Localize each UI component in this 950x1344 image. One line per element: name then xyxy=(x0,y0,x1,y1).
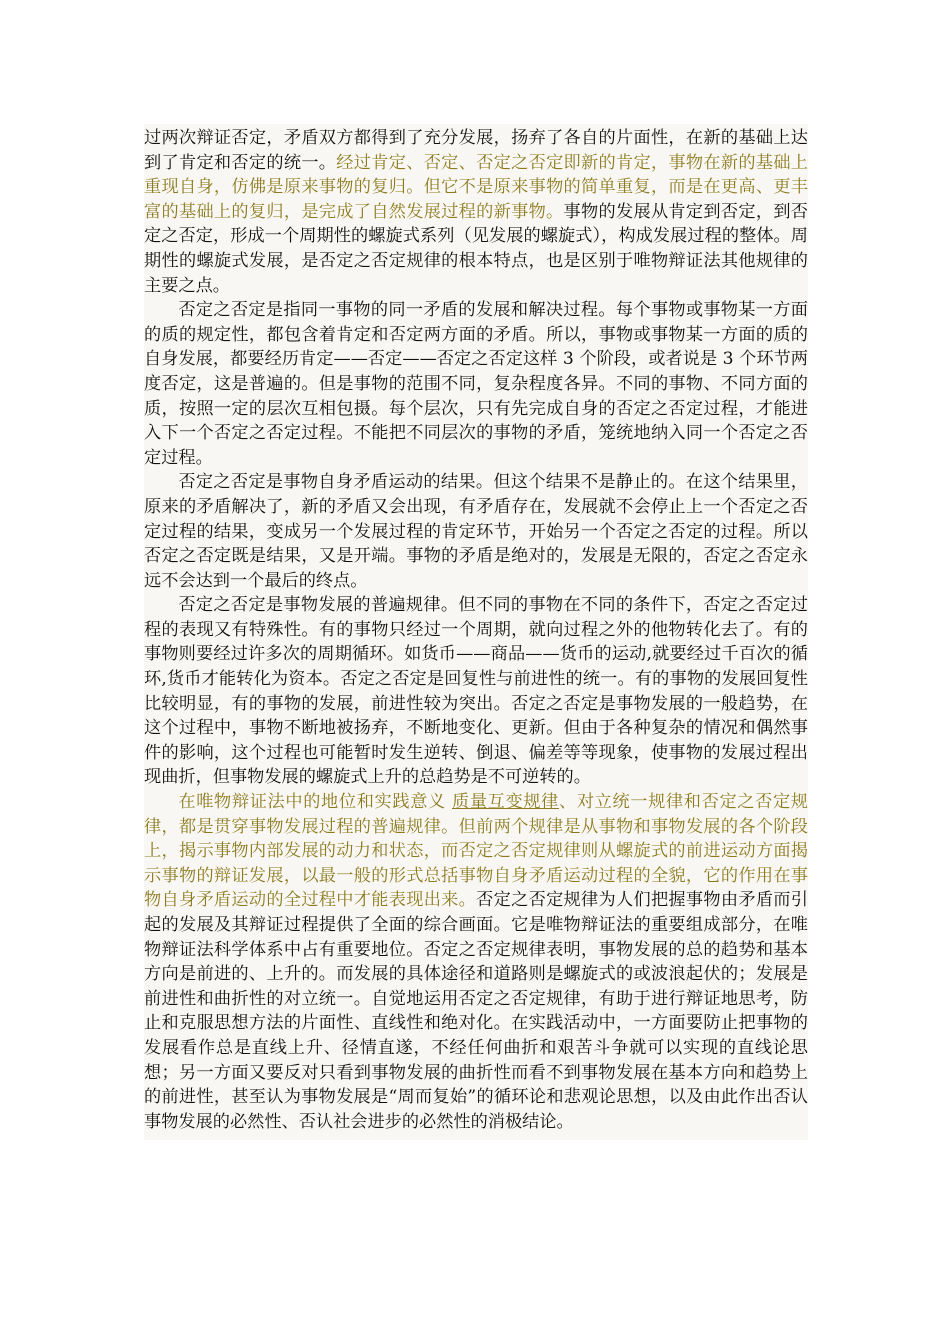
paragraph-1-text-a: 过两次辩证否定，矛盾双方都得到了充分发展，扬弃了各自的片面性，在新的基础上达到了肯定和否定的统一。 xyxy=(144,128,808,173)
paragraph-5-text-c: 否定之否定规律为人们把握事物由矛盾而引起的发展及其辩证过程提供了全面的综合画面。它是唯物辩证法的重要组成部分，在唯物辩证法科学体系中占有重要地位。否定之否定规律表明，事物发展的总的趋势和基本方向是前进的、上升的。而发展的具体途径和道路则是螺旋式的或波浪起伏的；发展是前进性和曲折性的对立统一。自觉地运用否定之否定规律，有助于进行辩证地思考，防止和克服思想方法的片面性、直线性和绝对化。在实践活动中，一方面要防止把事物的发展看作总是直线上升、径情直遂，不经任何曲折和艰苦斗争就可以实现的直线论思想；另一方面又要反对只看到事物发展的曲折性而看不到事物发展在基本方向和趋势上的前进性，甚至认为事物发展是“周而复始”的循环论和悲观论思想，以及由此作出否认事物发展的必然性、否认社会进步的必然性的消极结论。 xyxy=(144,890,808,1132)
quality-quantity-law-link[interactable]: 质量互变规律 xyxy=(451,792,559,813)
paragraph-5 xyxy=(144,790,808,1134)
paragraph-4: 否定之否定是事物发展的普遍规律。但不同的事物在不同的条件下，否定之否定过程的表现又有特殊性。有的事物只经过一个周期，就向过程之外的他物转化去了。有的事物则要经过许多次的周期循环。如货币——商品——货币的运动,就要经过千百次的循环,货币才能转化为资本。否定之否定是回复性与前进性的统一。有的事物的发展回复性比较明显，有的事物的发展，前进性较为突出。否定之否定是事物发展的一般趋势，在这个过程中，事物不断地被扬弃，不断地变化、更新。但由于各种复杂的情况和偶然事件的影响，这个过程也可能暂时发生逆转、倒退、偏差等等现象，使事物的发展过程出现曲折，但事物发展的螺旋式上升的总趋势是不可逆转的。 xyxy=(144,595,808,788)
paragraph-3: 否定之否定是事物自身矛盾运动的结果。但这个结果不是静止的。在这个结果里，原来的矛盾解决了，新的矛盾又会出现，有矛盾存在，发展就不会停止上一个否定之否定过程的结果，变成另一个发展过程的肯定环节，开始另一个否定之否定的过程。所以否定之否定既是结果，又是开端。事物的矛盾是绝对的，发展是无限的，否定之否定永远不会达到一个最后的终点。 xyxy=(144,472,808,591)
paragraph-1-highlight: 经过肯定、否定、否定之否定即新的肯定，事物在新的基础上重现自身，仿佛是原来事物的复归。但它不是原来事物的简单重复，而是在更高、更丰富的基础上的复归，是完成了自然发展过程的新事物。 xyxy=(144,152,808,222)
paragraph-2: 否定之否定是指同一事物的同一矛盾的发展和解决过程。每个事物或事物某一方面的质的规定性，都包含着肯定和否定两方面的矛盾。所以，事物或事物某一方面的质的自身发展，都要经历肯定——否定——否定之否定这样 3 个阶段，或者说是 3 个环节两度否定，这是普遍的。但是事物的范围不同，复杂程度各异。不同的事物、不同方面的质，按照一定的层次互相包摄。每个层次，只有先完成自身的否定之否定过程，才能进入下一个否定之否定过程。不能把不同层次的事物的矛盾，笼统地纳入同一个否定之否定过程。 xyxy=(144,300,808,468)
paragraph-1 xyxy=(144,126,808,298)
article-body xyxy=(144,124,808,1140)
paragraph-1-text-c: 事物的发展从肯定到否定，到否定之否定，形成一个周期性的螺旋式系列（见发展的螺旋式），构成发展过程的整体。周期性的螺旋式发展，是否定之否定规律的根本特点，也是区别于唯物辩证法其他规律的主要之点。 xyxy=(144,201,808,296)
section-heading: 在唯物辩证法中的地位和实践意义 xyxy=(178,792,452,813)
paragraph-5-highlight: 、对立统一规律和否定之否定规律，都是贯穿事物发展过程的普遍规律。但前两个规律是从事物和事物发展的各个阶段上，揭示事物内部发展的动力和状态，而否定之否定规律则从螺旋式的前进运动方面揭示事物的辩证发展，以最一般的形式总括事物自身矛盾运动过程的全貌，它的作用在事物自身矛盾运动的全过程中才能表现出来。 xyxy=(144,792,808,911)
